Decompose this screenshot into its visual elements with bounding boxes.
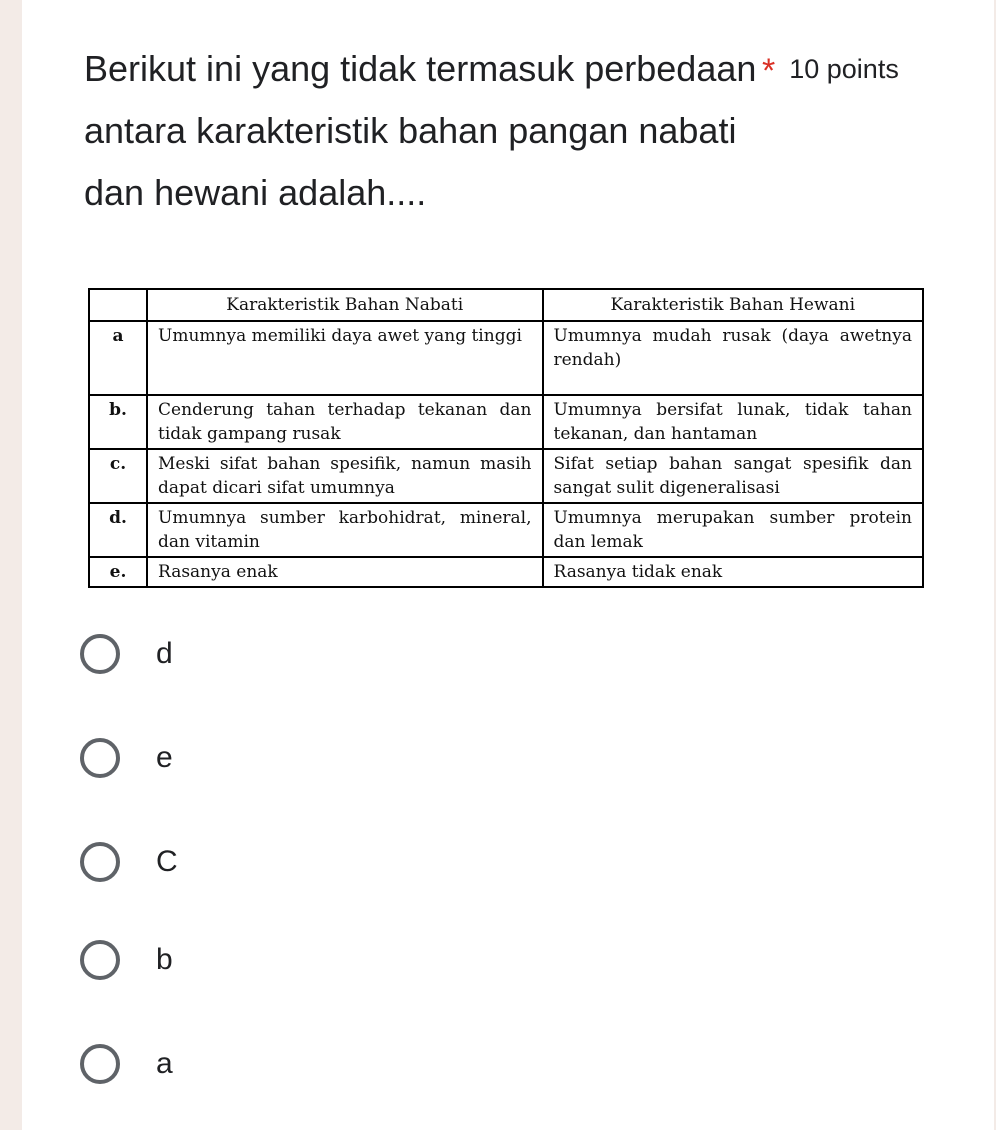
table-row [89, 449, 923, 503]
nabati-cell: Cenderung tahan terhadap tekanan dan tidak gampang rusak [147, 395, 543, 449]
points-label [762, 48, 899, 90]
option-a[interactable] [80, 1034, 173, 1094]
hewani-cell: Umumnya mudah rusak (daya awetnya rendah) [543, 321, 924, 395]
hewani-cell: Umumnya bersifat lunak, tidak tahan tekanan, dan hantaman [543, 395, 924, 449]
option-e[interactable] [80, 728, 173, 788]
row-letter: a [89, 321, 147, 395]
option-b[interactable] [80, 930, 173, 990]
radio-circle-icon[interactable] [80, 940, 120, 980]
question-card [22, 0, 994, 1130]
nabati-cell: Meski sifat bahan spesifik, namun masih dapat dicari sifat umumnya [147, 449, 543, 503]
row-letter: c. [89, 449, 147, 503]
table-row [89, 321, 923, 395]
nabati-cell: Umumnya sumber karbohidrat, mineral, dan vitamin [147, 503, 543, 557]
characteristics-table [88, 288, 924, 588]
radio-circle-icon[interactable] [80, 842, 120, 882]
required-asterisk: * [762, 52, 776, 90]
table-row [89, 557, 923, 587]
points-value: 10 points [789, 54, 899, 84]
hewani-cell: Rasanya tidak enak [543, 557, 924, 587]
row-letter: b. [89, 395, 147, 449]
option-d[interactable] [80, 624, 173, 684]
radio-circle-icon[interactable] [80, 634, 120, 674]
table-row [89, 395, 923, 449]
question-title: Berikut ini yang tidak termasuk perbedaan antara karakteristik bahan pangan nabati dan hewani adalah.... [84, 48, 757, 213]
hewani-cell: Umumnya merupakan sumber protein dan lemak [543, 503, 924, 557]
nabati-cell: Rasanya enak [147, 557, 543, 587]
table-row [89, 503, 923, 557]
table-header-cell: Karakteristik Bahan Hewani [543, 289, 924, 321]
row-letter: e. [89, 557, 147, 587]
table-header-cell [89, 289, 147, 321]
option-label[interactable]: e [156, 741, 173, 774]
option-c[interactable] [80, 832, 178, 892]
option-label[interactable]: C [156, 845, 178, 878]
hewani-cell: Sifat setiap bahan sangat spesifik dan sangat sulit digeneralisasi [543, 449, 924, 503]
table-header-row [89, 289, 923, 321]
radio-circle-icon[interactable] [80, 1044, 120, 1084]
table-header-cell: Karakteristik Bahan Nabati [147, 289, 543, 321]
radio-circle-icon[interactable] [80, 738, 120, 778]
nabati-cell: Umumnya memiliki daya awet yang tinggi [147, 321, 543, 395]
option-label[interactable]: d [156, 637, 173, 670]
option-label[interactable]: a [156, 1047, 173, 1080]
row-letter: d. [89, 503, 147, 557]
option-label[interactable]: b [156, 943, 173, 976]
